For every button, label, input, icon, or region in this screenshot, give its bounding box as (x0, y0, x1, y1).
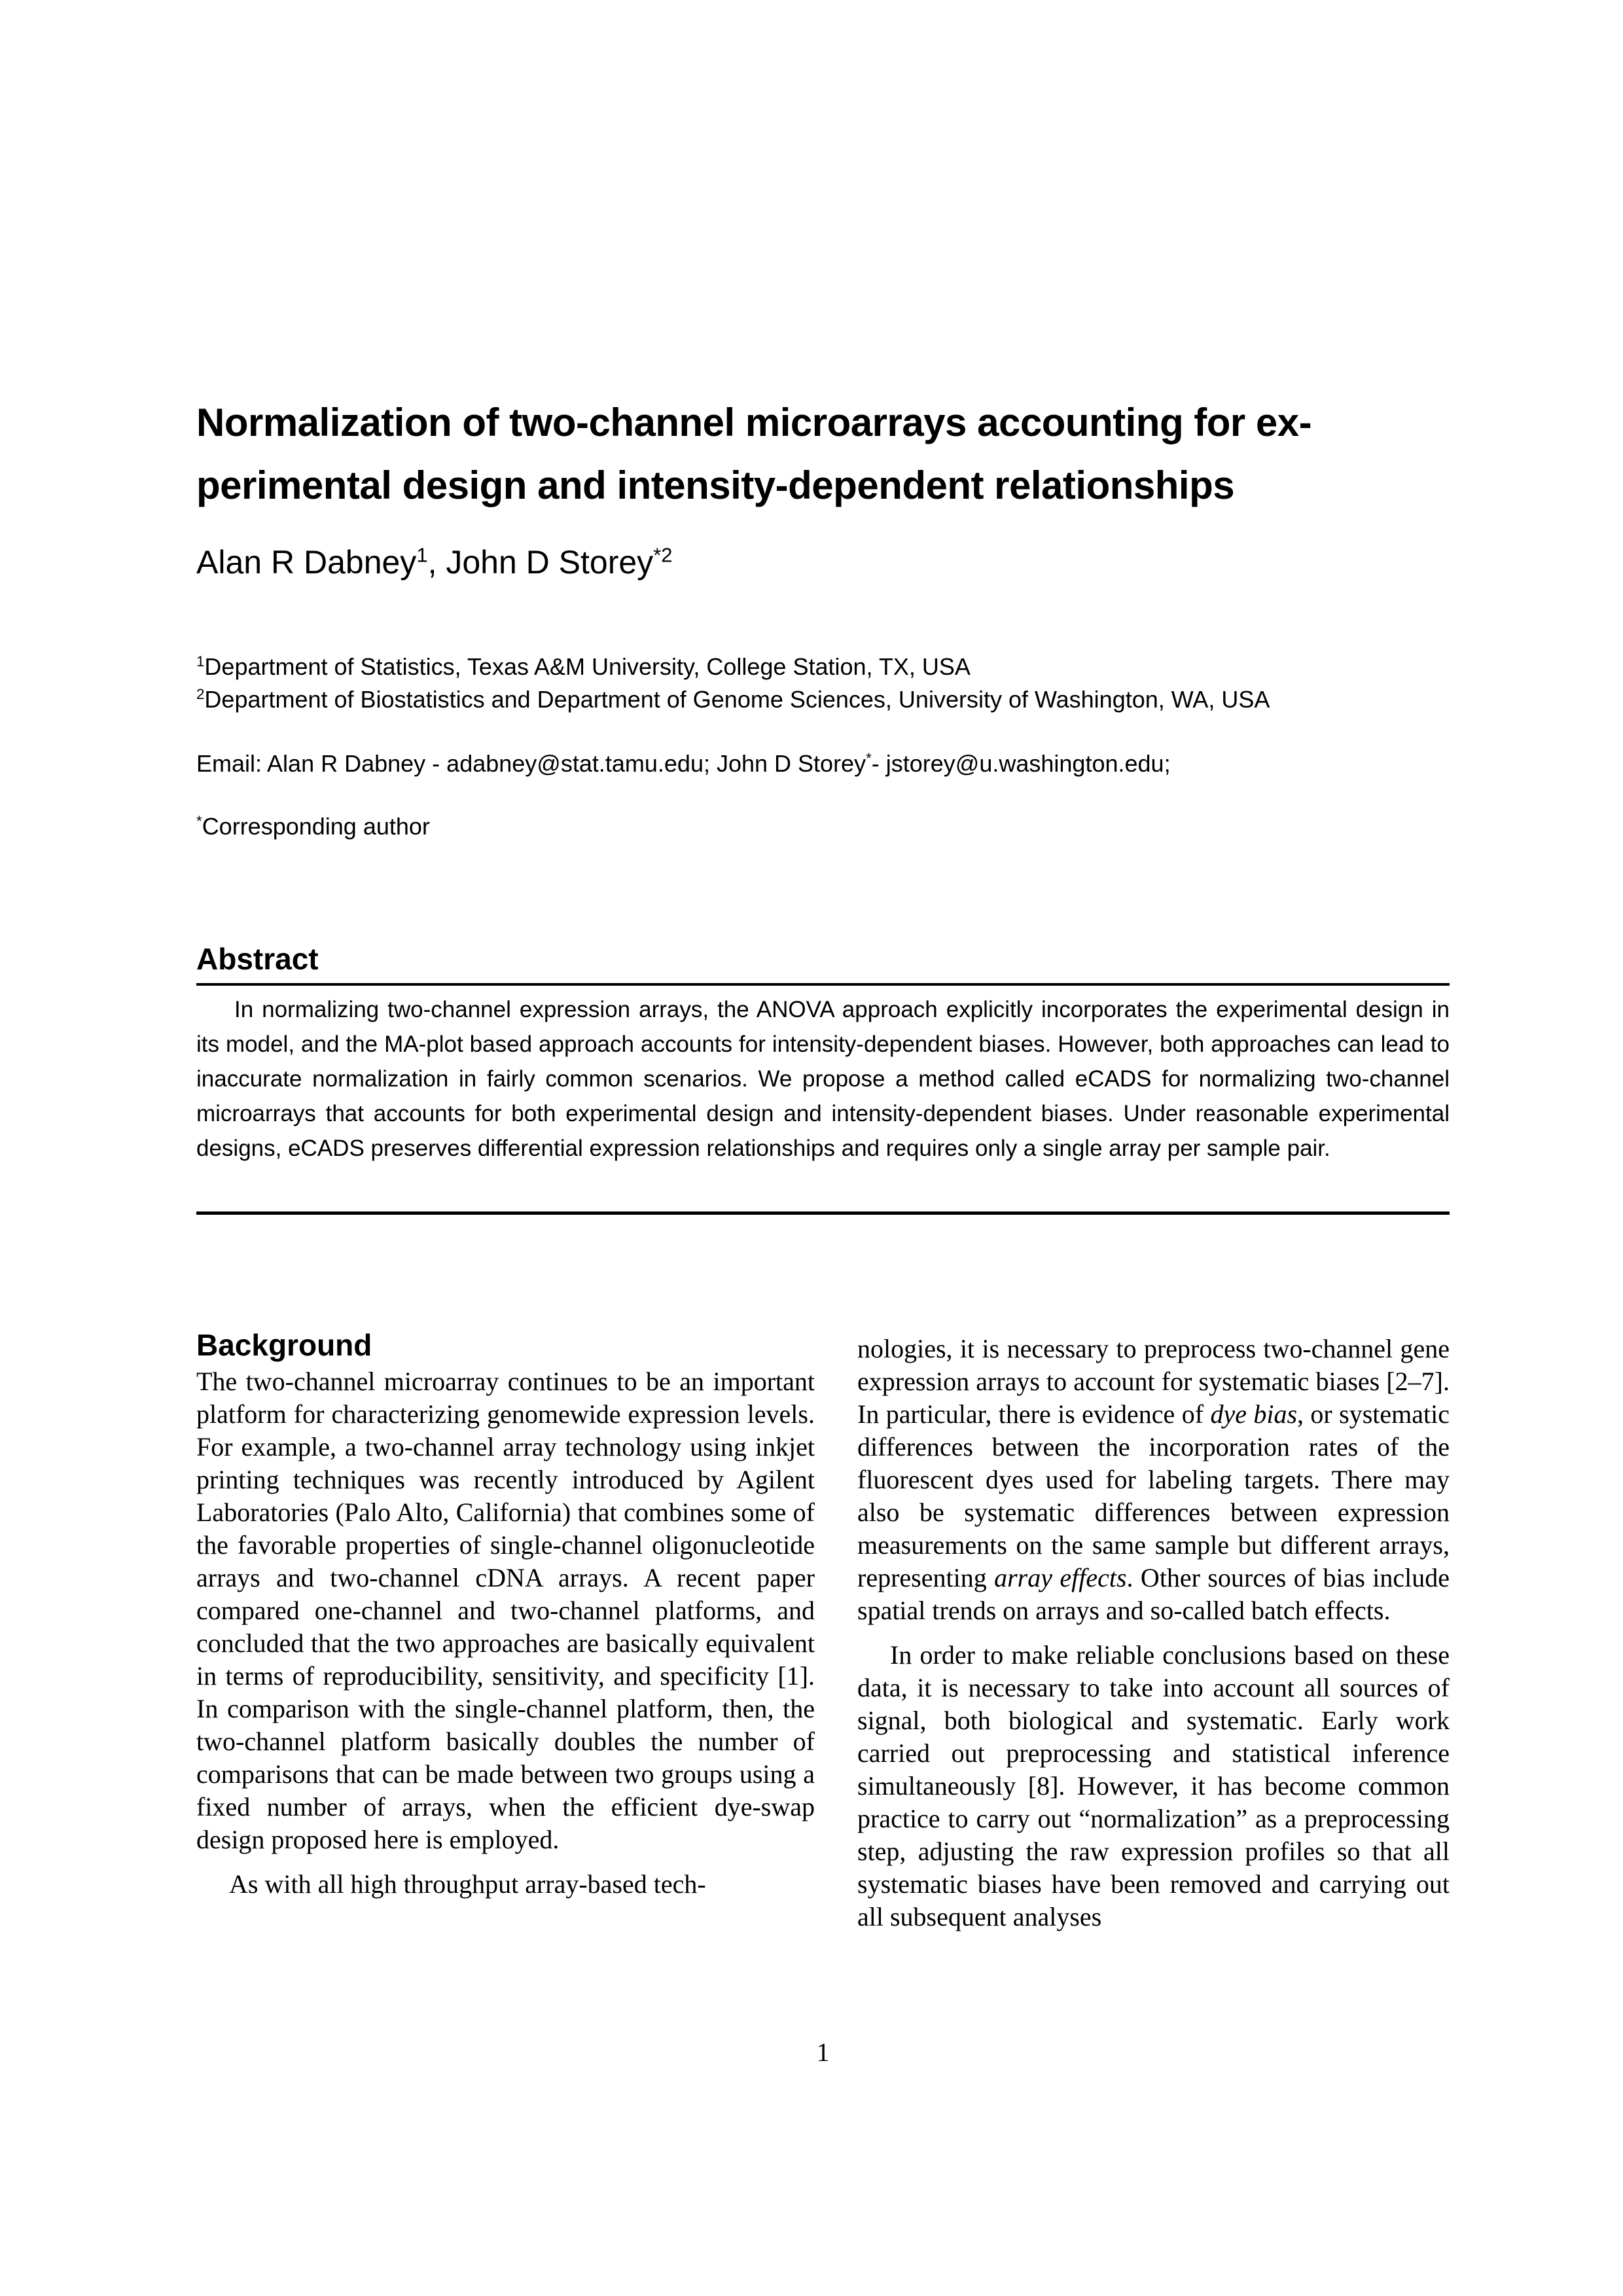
author-2-name: John D Storey (446, 544, 654, 581)
left-column (196, 1365, 815, 1901)
abstract-rule-top (196, 983, 1450, 986)
right-p1-run-2: , or systematic differences between the incorporation rates of the fluorescent dyes used for labeling targets. There may also be systematic differences between expression measurements on the same sample but different arrays, representing (857, 1399, 1450, 1592)
abstract-rule-bottom (196, 1211, 1450, 1215)
authors-line (196, 543, 673, 581)
paper-title-line-2: perimental design and intensity-dependent relationships (196, 463, 1235, 507)
paper-title-line-1: Normalization of two-channel microarrays accounting for ex- (196, 401, 1312, 444)
email-text-2: - jstorey@u.washington.edu; (871, 750, 1171, 777)
email-text: Email: Alan R Dabney - adabney@stat.tamu.edu; John D Storey (196, 750, 866, 777)
author-2-superscript: *2 (653, 543, 673, 567)
paper-title (196, 391, 1459, 517)
abstract-text: In normalizing two-channel expression arrays, the ANOVA approach explicitly incorporates the experimental design in its model, and the MA-plot based approach accounts for intensity-dependent biases. However, both approaches can lead to inaccurate normalization in fairly common scenarios. We propose a method called eCADS for normalizing two-channel microarrays that accounts for both experimental design and intensity-dependent biases. Under reasonable experimental designs, eCADS preserves differential expression relationships and requires only a single array per sample pair. (196, 997, 1450, 1161)
author-1-superscript: 1 (416, 543, 428, 567)
right-p1-run-0: nologies, it is necessary to preprocess two-channel gene expression arrays to account for systematic biases [2–7]. In particular, there is evidence of (857, 1334, 1450, 1429)
affiliations (196, 651, 1459, 716)
affiliation-line-2 (196, 683, 1459, 716)
left-paragraph-2: As with all high throughput array-based tech- (229, 1869, 706, 1899)
corresponding-author-line (196, 813, 430, 840)
right-paragraph-1 (857, 1333, 1450, 1627)
right-p1-italic-dye-bias: dye bias (1210, 1399, 1298, 1429)
background-heading: Background (196, 1328, 372, 1362)
author-1-name: Alan R Dabney (196, 544, 417, 581)
email-line (196, 750, 1171, 778)
corresponding-text: Corresponding author (202, 813, 430, 840)
email-asterisk: * (866, 750, 872, 766)
right-column (857, 1333, 1450, 1933)
affiliation-line-1 (196, 651, 1459, 683)
affiliation-2-superscript: 2 (196, 686, 205, 702)
left-paragraph-1: The two-channel microarray continues to be an important platform for characterizing genomewide expression levels. For example, a two-channel array technology using inkjet printing techniques was recently introduced by Agilent Laboratories (Palo Alto, California) that combines some of the favorable properties of single-channel oligonucleotide arrays and two-channel cDNA arrays. A recent paper compared one-channel and two-channel platforms, and concluded that the two approaches are basically equivalent in terms of reproducibility, sensitivity, and specificity [1]. In comparison with the single-channel platform, then, the two-channel platform basically doubles the number of comparisons that can be made between two groups using a fixed number of arrays, when the efficient dye-swap design proposed here is employed. (196, 1367, 815, 1854)
author-separator: , (427, 544, 446, 581)
page-number: 1 (816, 2037, 830, 2067)
right-p1-run-4: . Other sources of bias include spatial trends on arrays and so-called batch effects. (857, 1563, 1450, 1625)
affiliation-2-text: Department of Biostatistics and Department of Genome Sciences, University of Washington, WA, USA (204, 686, 1270, 713)
affiliation-1-text: Department of Statistics, Texas A&M University, College Station, TX, USA (204, 653, 971, 680)
affiliation-1-superscript: 1 (196, 653, 205, 670)
abstract-heading: Abstract (196, 942, 319, 976)
corresponding-asterisk: * (196, 813, 202, 829)
right-paragraph-2: In order to make reliable conclusions based on these data, it is necessary to take into account all sources of signal, both biological and systematic. Early work carried out preprocessing and statistical inference simultaneously [8]. However, it has become common practice to carry out “normalization” as a preprocessing step, adjusting the raw expression profiles so that all systematic biases have been removed and carrying out all subsequent analyses (857, 1640, 1450, 1931)
right-p1-italic-array-effects: array effects (994, 1563, 1127, 1592)
